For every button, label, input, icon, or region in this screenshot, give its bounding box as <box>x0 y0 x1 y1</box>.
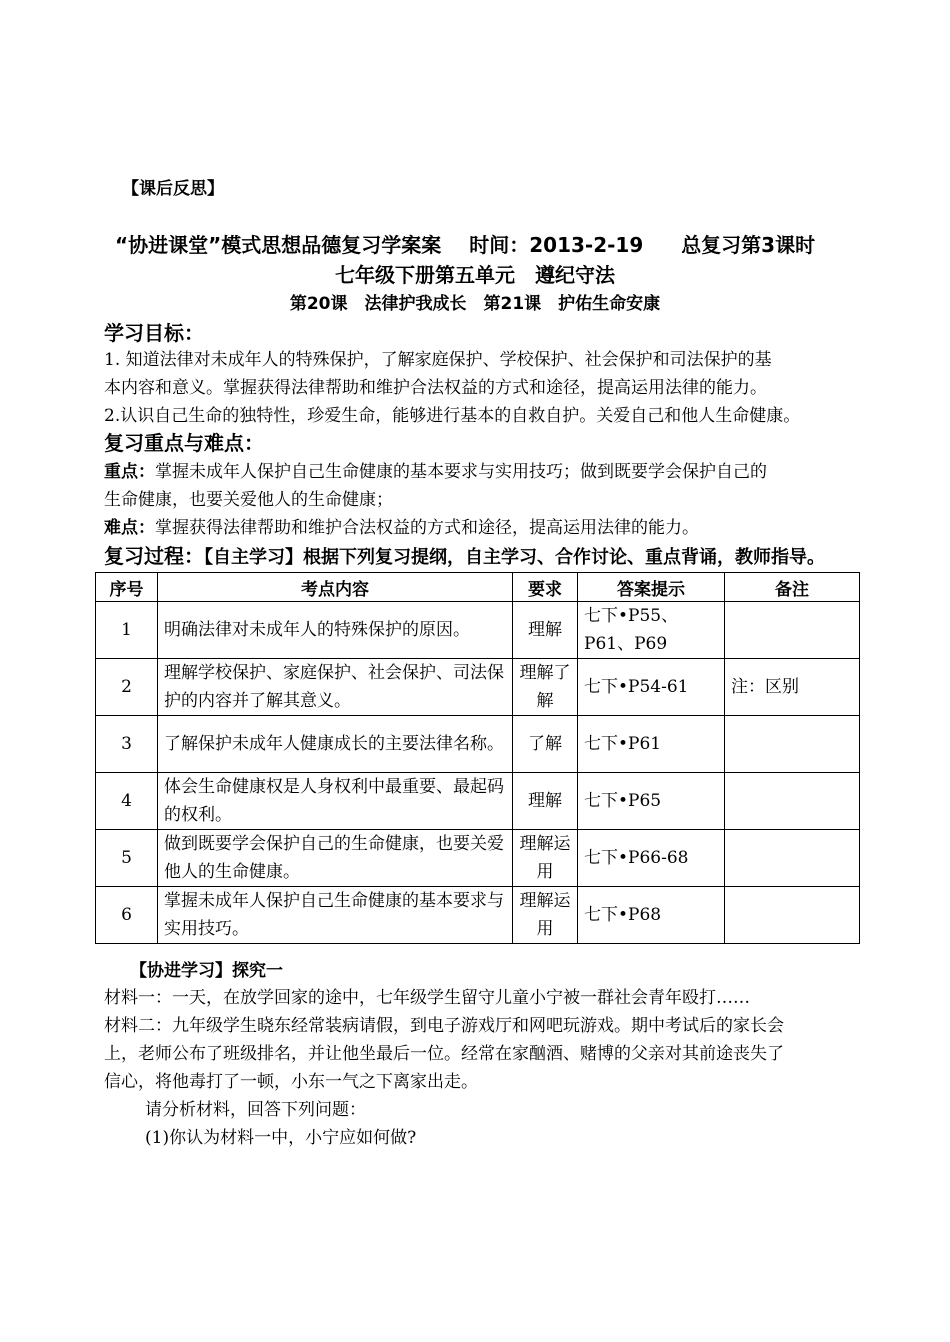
row-answer-hint: 七下•P61 <box>578 716 725 773</box>
title-line <box>115 232 815 258</box>
table-row <box>96 716 860 773</box>
objectives-heading: 学习目标： <box>104 321 204 345</box>
row-answer-hint: 七下•P66-68 <box>578 830 725 887</box>
doc-title: “协进课堂”模式思想品德复习学案案 <box>115 233 442 257</box>
row-number: 4 <box>96 773 158 830</box>
header-requirement: 要求 <box>513 573 578 602</box>
table-header-row <box>96 573 860 602</box>
key-point-line-2: 生命健康，也要关爱他人的生命健康； <box>104 490 393 510</box>
row-number: 5 <box>96 830 158 887</box>
row-answer-hint: 七下•P65 <box>578 773 725 830</box>
row-note <box>725 887 860 944</box>
table-row <box>96 602 860 659</box>
key-point-line-1 <box>104 458 864 486</box>
row-note <box>725 602 860 659</box>
difficulty-label: 难点： <box>104 518 155 538</box>
objective-line-2: 本内容和意义。掌握获得法律帮助和维护合法权益的方式和途径，提高运用法律的能力。 <box>104 378 767 398</box>
row-requirement: 理解 <box>513 773 578 830</box>
table-row <box>96 773 860 830</box>
process-line <box>104 543 825 571</box>
table-row <box>96 659 860 716</box>
doc-time: 时间：2013-2-19 <box>469 233 644 257</box>
row-answer-hint: 七下•P68 <box>578 887 725 944</box>
material-two-line-1: 材料二：九年级学生晓东经常装病请假，到电子游戏厅和网吧玩游戏。期中考试后的家长会 <box>104 1016 784 1036</box>
row-content: 了解保护未成年人健康成长的主要法律名称。 <box>158 716 513 773</box>
material-one: 材料一：一天，在放学回家的途中，七年级学生留守儿童小宁被一群社会青年殴打…… <box>104 988 750 1008</box>
row-note: 注：区别 <box>725 659 860 716</box>
row-answer-hint: 七下•P55、P61、P69 <box>578 602 725 659</box>
keypoints-heading: 复习重点与难点： <box>104 431 264 455</box>
row-requirement: 了解 <box>513 716 578 773</box>
header-answer-hint: 答案提示 <box>578 573 725 602</box>
row-number: 3 <box>96 716 158 773</box>
row-note <box>725 716 860 773</box>
doc-lesson-number: 总复习第3课时 <box>681 233 816 257</box>
row-requirement: 理解 <box>513 602 578 659</box>
difficulty-line <box>104 514 864 542</box>
row-note <box>725 830 860 887</box>
row-content: 理解学校保护、家庭保护、社会保护、司法保护的内容并了解其意义。 <box>158 659 513 716</box>
row-requirement: 理解运用 <box>513 830 578 887</box>
objective-line-3: 2.认识自己生命的独特性，珍爱生命，能够进行基本的自救自护。关爱自己和他人生命健康。 <box>104 406 801 426</box>
row-content: 明确法律对未成年人的特殊保护的原因。 <box>158 602 513 659</box>
process-heading: 复习过程： <box>104 544 204 568</box>
header-num: 序号 <box>96 573 158 602</box>
row-content: 做到既要学会保护自己的生命健康，也要关爱他人的生命健康。 <box>158 830 513 887</box>
unit-title: 七年级下册第五单元 遵纪守法 <box>335 263 615 287</box>
row-note <box>725 773 860 830</box>
header-content: 考点内容 <box>158 573 513 602</box>
objective-line-1: 1. 知道法律对未成年人的特殊保护，了解家庭保护、学校保护、社会保护和司法保护的基 <box>104 350 772 370</box>
row-answer-hint: 七下•P54-61 <box>578 659 725 716</box>
question-one: (1)你认为材料一中，小宁应如何做? <box>145 1128 417 1148</box>
material-two-line-3: 信心，将他毒打了一顿，小东一气之下离家出走。 <box>104 1072 478 1092</box>
row-number: 6 <box>96 887 158 944</box>
explore-heading: 【协进学习】探究一 <box>130 961 283 981</box>
row-content: 体会生命健康权是人身权利中最重要、最起码的权利。 <box>158 773 513 830</box>
row-requirement: 理解了解 <box>513 659 578 716</box>
header-notes: 备注 <box>725 573 860 602</box>
row-content: 掌握未成年人保护自己生命健康的基本要求与实用技巧。 <box>158 887 513 944</box>
review-outline-table <box>95 572 860 944</box>
table-row <box>96 887 860 944</box>
row-requirement: 理解运用 <box>513 887 578 944</box>
after-class-reflection-tag: 【课后反思】 <box>122 179 224 199</box>
key-point-text: 掌握未成年人保护自己生命健康的基本要求与实用技巧；做到既要学会保护自己的 <box>155 462 767 482</box>
key-point-label: 重点： <box>104 462 155 482</box>
difficulty-text: 掌握获得法律帮助和维护合法权益的方式和途径，提高运用法律的能力。 <box>155 518 699 538</box>
lessons-title: 第20课 法律护我成长 第21课 护佑生命安康 <box>289 294 661 314</box>
table-row <box>96 830 860 887</box>
analysis-prompt: 请分析材料，回答下列问题： <box>145 1100 366 1120</box>
material-two-line-2: 上，老师公布了班级排名，并让他坐最后一位。经常在家酗酒、赌博的父亲对其前途丧失了 <box>104 1044 784 1064</box>
process-intro: 【自主学习】根据下列复习提纲，自主学习、合作讨论、重点背诵，教师指导。 <box>204 547 825 568</box>
row-number: 1 <box>96 602 158 659</box>
row-number: 2 <box>96 659 158 716</box>
